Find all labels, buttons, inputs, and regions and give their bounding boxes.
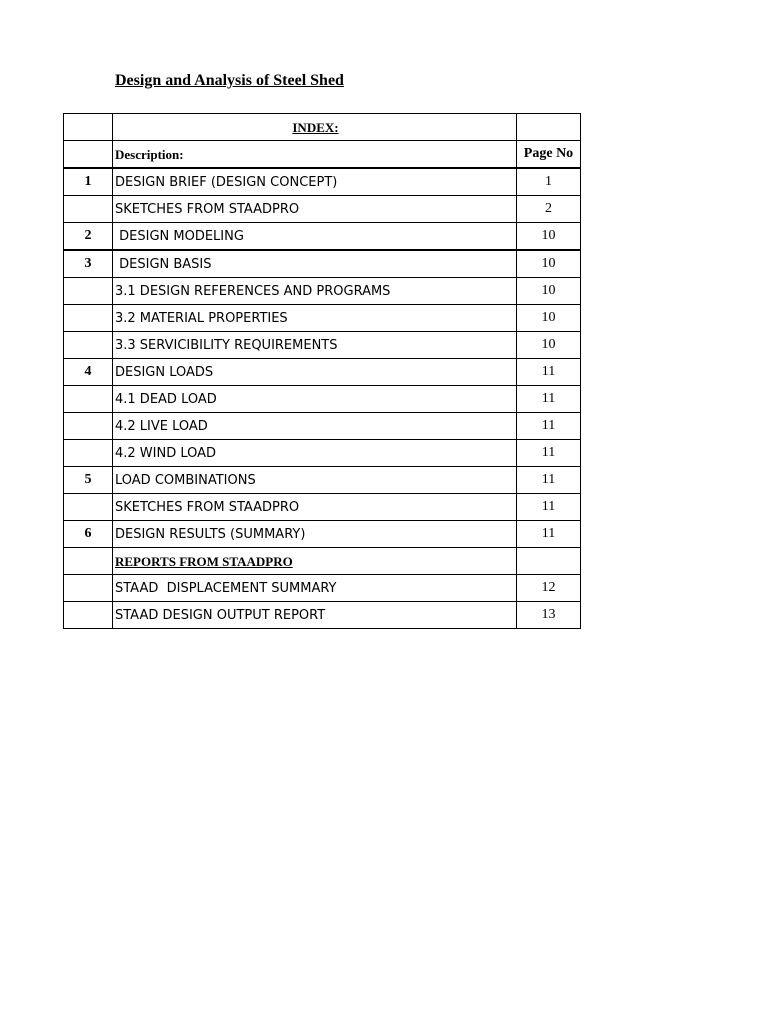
header-page-cell-empty	[517, 114, 581, 141]
row-description: DESIGN RESULTS (SUMMARY)	[113, 521, 517, 548]
row-page: 1	[517, 168, 581, 196]
table-row	[64, 168, 581, 196]
section-heading: REPORTS FROM STAADPRO	[113, 548, 517, 575]
row-number	[64, 305, 113, 332]
table-row	[64, 521, 581, 548]
column-num-header	[64, 141, 113, 169]
row-page: 12	[517, 575, 581, 602]
row-description: DESIGN BRIEF (DESIGN CONCEPT)	[113, 168, 517, 196]
row-number	[64, 440, 113, 467]
page-no-header: Page No	[517, 141, 581, 169]
row-number: 3	[64, 250, 113, 278]
table-row	[64, 413, 581, 440]
row-page: 10	[517, 278, 581, 305]
row-number	[64, 548, 113, 575]
description-header: Description:	[113, 141, 517, 169]
row-number: 1	[64, 168, 113, 196]
row-description: 4.1 DEAD LOAD	[113, 386, 517, 413]
row-page: 10	[517, 305, 581, 332]
row-number	[64, 278, 113, 305]
row-number	[64, 196, 113, 223]
row-number	[64, 575, 113, 602]
table-row	[64, 359, 581, 386]
row-description: DESIGN BASIS	[113, 250, 517, 278]
row-description: 4.2 LIVE LOAD	[113, 413, 517, 440]
table-row	[64, 250, 581, 278]
table-row	[64, 440, 581, 467]
table-row	[64, 305, 581, 332]
row-number: 5	[64, 467, 113, 494]
table-row	[64, 494, 581, 521]
table-row	[64, 196, 581, 223]
row-page: 13	[517, 602, 581, 629]
row-description: 3.3 SERVICIBILITY REQUIREMENTS	[113, 332, 517, 359]
row-page: 11	[517, 467, 581, 494]
row-page: 11	[517, 521, 581, 548]
row-description: 3.1 DESIGN REFERENCES AND PROGRAMS	[113, 278, 517, 305]
row-page: 11	[517, 386, 581, 413]
row-description: DESIGN MODELING	[113, 223, 517, 251]
row-number: 2	[64, 223, 113, 251]
row-description: STAAD DESIGN OUTPUT REPORT	[113, 602, 517, 629]
table-header-row	[64, 114, 581, 141]
row-page: 10	[517, 332, 581, 359]
row-description: SKETCHES FROM STAADPRO	[113, 494, 517, 521]
table-row	[64, 602, 581, 629]
table-row	[64, 278, 581, 305]
table-row	[64, 223, 581, 251]
row-page	[517, 548, 581, 575]
row-number	[64, 386, 113, 413]
table-row	[64, 575, 581, 602]
index-table	[63, 113, 581, 629]
row-number	[64, 602, 113, 629]
table-row	[64, 548, 581, 575]
row-description: SKETCHES FROM STAADPRO	[113, 196, 517, 223]
row-description: STAAD DISPLACEMENT SUMMARY	[113, 575, 517, 602]
row-page: 11	[517, 413, 581, 440]
row-description: LOAD COMBINATIONS	[113, 467, 517, 494]
row-number: 6	[64, 521, 113, 548]
row-page: 11	[517, 494, 581, 521]
row-number	[64, 494, 113, 521]
table-column-header-row	[64, 141, 581, 169]
row-number	[64, 332, 113, 359]
index-label: INDEX:	[113, 114, 517, 141]
row-page: 10	[517, 223, 581, 251]
row-page: 11	[517, 359, 581, 386]
row-number	[64, 413, 113, 440]
table-row	[64, 467, 581, 494]
header-num-cell	[64, 114, 113, 141]
document-title: Design and Analysis of Steel Shed	[115, 72, 344, 89]
table-row	[64, 386, 581, 413]
row-page: 11	[517, 440, 581, 467]
row-number: 4	[64, 359, 113, 386]
table-row	[64, 332, 581, 359]
row-description: DESIGN LOADS	[113, 359, 517, 386]
row-page: 10	[517, 250, 581, 278]
row-page: 2	[517, 196, 581, 223]
row-description: 3.2 MATERIAL PROPERTIES	[113, 305, 517, 332]
row-description: 4.2 WIND LOAD	[113, 440, 517, 467]
